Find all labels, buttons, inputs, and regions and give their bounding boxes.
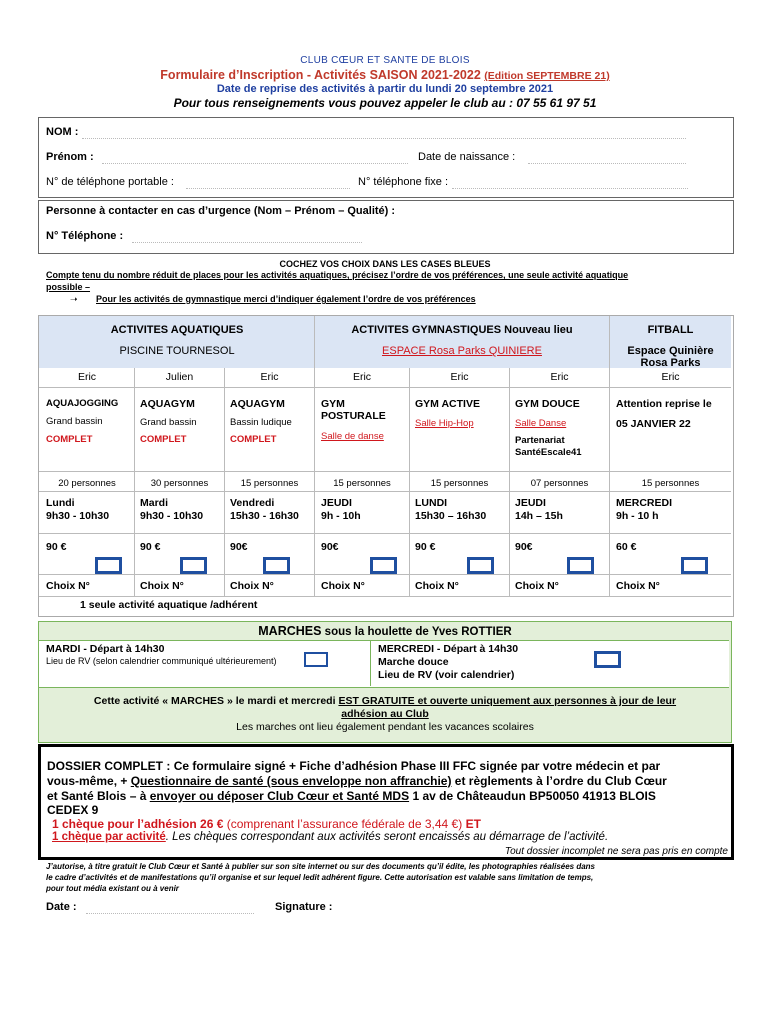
dossier-line-3 [47, 789, 656, 803]
choice-label: Choix N° [46, 580, 90, 592]
activity-day: JEUDI [321, 497, 352, 509]
dossier-line-6 [52, 831, 608, 843]
activity-place: Grand bassin [140, 417, 197, 428]
row-divider [39, 491, 731, 492]
prenom-label: Prénom : [46, 151, 94, 163]
bullet-arrow-icon: ➝ [70, 294, 78, 304]
title-main: Formulaire d’Inscription - Activités SAISON 2021-2022 [160, 68, 481, 82]
coach: Eric [260, 371, 279, 383]
choice-label: Choix N° [321, 580, 365, 592]
adhesion-et: ET [465, 817, 481, 831]
marches-mardi-checkbox[interactable] [304, 652, 328, 667]
marches-info-a: Cette activité « MARCHES » le mardi et mercredi [93, 695, 336, 707]
choice-checkbox[interactable] [263, 557, 290, 574]
reprise-date: Date de reprise des activités à partir du lundi 20 septembre 2021 [216, 83, 554, 95]
marches-info-3: Les marches ont lieu également pendant les vacances scolaires [236, 721, 534, 733]
activity-day: Mardi [140, 497, 169, 509]
activity-day: MERCREDI [616, 497, 673, 509]
capacity: 15 personnes [333, 478, 391, 489]
capacity: 30 personnes [150, 478, 209, 489]
emergency-person-label: Personne à contacter en cas d’urgence (Nom – Prénom – Qualité) : [46, 205, 396, 217]
choice-label: Choix N° [616, 580, 660, 592]
landline-field[interactable] [452, 188, 688, 189]
fitball-place-2: Rosa Parks [640, 357, 701, 369]
club-name: CLUB CŒUR ET SANTE DE BLOIS [300, 55, 470, 66]
dossier-text-3a: et Santé Blois – à [47, 789, 147, 803]
club-contact: Pour tous renseignements vous pouvez appeler le club au : 07 55 61 97 51 [173, 96, 597, 110]
status-badge: COMPLET [140, 434, 187, 445]
fitball-reprise-note: Attention reprise le [616, 398, 712, 410]
marches-title-bold: MARCHES [258, 624, 322, 638]
activity-time: 14h – 15h [515, 510, 563, 522]
choice-label: Choix N° [515, 580, 559, 592]
birthdate-field[interactable] [528, 163, 686, 164]
activity-place: Grand bassin [46, 416, 103, 427]
activity-time: 9h30 - 10h30 [140, 510, 204, 522]
capacity: 15 personnes [240, 478, 299, 489]
marches-mercredi-checkbox[interactable] [594, 651, 621, 668]
fitball-header: FITBALL [647, 324, 694, 336]
marches-title-rest: sous la houlette de Yves ROTTIER [324, 626, 512, 638]
signature-label: Signature : [275, 901, 333, 913]
activity-price: 60 € [616, 541, 637, 553]
dossier-text-2a: vous-même, + [47, 774, 128, 788]
activity-place: Salle Hip-Hop [415, 418, 474, 429]
dossier-address-label: envoyer ou déposer Club Cœur et Santé MDS [149, 789, 410, 803]
choice-label: Choix N° [415, 580, 459, 592]
cochez-instruction: COCHEZ VOS CHOIX DANS LES CASES BLEUES [279, 259, 491, 269]
activity-day: Vendredi [230, 497, 275, 509]
activity-place: Salle Danse [515, 418, 567, 429]
form-title [0, 68, 770, 82]
activity-time: 15h30 – 16h30 [415, 510, 487, 522]
col-divider [314, 316, 315, 596]
activity-price: 90 € [46, 541, 67, 553]
aqua-instruction-1: Compte tenu du nombre réduit de places pour les activités aquatiques, [46, 270, 350, 280]
emergency-phone-field[interactable] [132, 242, 362, 243]
row-divider [39, 471, 731, 472]
coach: Eric [352, 371, 372, 383]
dossier-title: DOSSIER COMPLET [47, 759, 164, 773]
coach: Eric [550, 371, 569, 383]
dossier-text-2c: et règlements à l’ordre du Club Cœur [454, 774, 667, 788]
activity-name-2: POSTURALE [321, 410, 386, 422]
dossier-line-1 [47, 759, 660, 773]
partner-line-1: Partenariat [515, 435, 565, 446]
aqua-instruction-3: possible – [46, 282, 91, 292]
marches-info-1 [38, 695, 732, 707]
marches-mardi-sub: Lieu de RV (selon calendrier communiqué ultérieurement) [46, 656, 277, 666]
activity-price: 90 € [415, 541, 436, 553]
choice-label: Choix N° [140, 580, 184, 592]
aqua-place: PISCINE TOURNESOL [119, 345, 235, 357]
photo-authorization-3: pour tout média existant ou à venir [46, 884, 179, 893]
activity-name: GYM [321, 398, 345, 410]
fitball-place-1: Espace Quinière [627, 345, 714, 357]
capacity: 07 personnes [530, 478, 589, 489]
dossier-line-2 [47, 774, 667, 788]
capacity: 15 personnes [430, 478, 489, 489]
choice-checkbox[interactable] [567, 557, 594, 574]
birthdate-label: Date de naissance : [418, 151, 516, 163]
dossier-incomplete-note: Tout dossier incomplet ne sera pas pris en compte [504, 846, 728, 857]
activity-time: 9h - 10 h [616, 510, 659, 522]
choice-checkbox[interactable] [467, 557, 494, 574]
activity-cheque-note: . Les chèques correspondant aux activités seront encaissés au démarrage de l’activité. [165, 831, 609, 843]
adhesion-cheque: 1 chèque pour l’adhésion 26 € [52, 817, 224, 831]
row-divider [39, 533, 731, 534]
dossier-questionnaire: Questionnaire de santé (sous enveloppe non affranchie) [130, 774, 452, 788]
photo-authorization-2: le cadre d’activités et de manifestations qu’il organise et sur lequel ledit adhérent figure. Cette autorisation est valable sans limitation de temps, [46, 873, 594, 882]
fitball-reprise-date: 05 JANVIER 22 [616, 418, 691, 430]
gym-place: ESPACE Rosa Parks QUINIERE [382, 345, 542, 357]
activity-price: 90€ [515, 541, 533, 553]
activity-place: Bassin ludique [230, 417, 292, 428]
marches-info-2: adhésion au Club [341, 708, 429, 720]
activity-price: 90€ [230, 541, 248, 553]
marches-info-b: EST GRATUITE et ouverte uniquement aux personnes à jour de leur [338, 695, 677, 707]
activity-name: GYM DOUCE [515, 398, 580, 410]
activity-time: 9h - 10h [321, 510, 361, 522]
title-edition: (Edition SEPTEMBRE 21) [484, 70, 610, 82]
status-badge: COMPLET [46, 434, 93, 445]
aqua-header: ACTIVITES AQUATIQUES [110, 324, 244, 336]
dossier-cedex: CEDEX 9 [47, 803, 99, 817]
choice-checkbox[interactable] [370, 557, 397, 574]
marches-mercredi-sub1: Marche douce [378, 656, 449, 668]
activity-time: 9h30 - 10h30 [46, 510, 110, 522]
capacity: 20 personnes [58, 478, 116, 489]
partner-line-2: SantéEscale41 [515, 447, 582, 458]
activity-name: AQUAGYM [140, 398, 195, 410]
activity-day: Lundi [46, 497, 75, 509]
aqua-instruction [46, 270, 736, 280]
emergency-phone-label: N° Téléphone : [46, 230, 124, 242]
coach: Eric [450, 371, 469, 383]
activity-price: 90 € [140, 541, 161, 553]
status-badge: COMPLET [230, 434, 277, 445]
coach: Eric [77, 371, 97, 383]
row-divider [39, 574, 731, 575]
aqua-limit-note: 1 seule activité aquatique /adhérent [80, 599, 258, 611]
activity-day: LUNDI [415, 497, 448, 509]
photo-authorization-1: J’autorise, à titre gratuit le Club Cœur et Santé à publier sur son site internet ou sur des documents qu’il édite, les photographies réalisées dans [46, 862, 596, 871]
dossier-line-5 [52, 817, 481, 831]
coach: Julien [165, 371, 194, 383]
col-divider [609, 316, 610, 596]
choice-checkbox[interactable] [95, 557, 122, 574]
activity-name: AQUAGYM [230, 398, 285, 410]
capacity: 15 personnes [641, 478, 700, 489]
row-divider [39, 387, 731, 388]
choice-checkbox[interactable] [180, 557, 207, 574]
marches-title [38, 624, 732, 638]
marches-divider [370, 640, 371, 686]
landline-label: N° téléphone fixe : [358, 176, 449, 188]
activity-price: 90€ [321, 541, 339, 553]
row-divider [39, 596, 731, 597]
activity-name: GYM ACTIVE [415, 398, 480, 410]
mobile-field[interactable] [186, 188, 350, 189]
coach: Eric [661, 371, 680, 383]
choice-label: Choix N° [230, 580, 274, 592]
activity-day: JEUDI [515, 497, 546, 509]
adhesion-cheque-note: (comprenant l’assurance fédérale de 3,44 €) [226, 817, 463, 831]
gym-instruction: Pour les activités de gymnastique merci d’indiquer également l’ordre de vos préférences [96, 294, 476, 304]
activity-place: Salle de danse [321, 431, 384, 442]
marches-mercredi-title: MERCREDI - Départ à 14h30 [378, 643, 519, 655]
aqua-instruction-2: précisez l’ordre de vos préférences, une seule activité aquatique [352, 270, 629, 280]
marches-mercredi-sub2: Lieu de RV (voir calendrier) [378, 669, 515, 681]
dossier-text-1: : Ce formulaire signé + Fiche d’adhésion Phase III FFC signée par votre médecin et par [166, 759, 661, 773]
marches-mardi-title: MARDI - Départ à 14h30 [46, 643, 165, 655]
dossier-address: 1 av de Châteaudun BP50050 41913 BLOIS [412, 789, 656, 803]
nom-label: NOM : [46, 126, 79, 138]
mobile-label: N° de téléphone portable : [46, 176, 174, 188]
date-field[interactable] [86, 913, 254, 914]
nom-field[interactable] [82, 138, 686, 139]
prenom-field[interactable] [102, 163, 408, 164]
gym-header: ACTIVITES GYMNASTIQUES Nouveau lieu [351, 324, 573, 336]
activity-cheque: 1 chèque par activité [52, 831, 166, 843]
date-label: Date : [46, 901, 77, 913]
activity-name: AQUAJOGGING [46, 398, 119, 409]
activity-time: 15h30 - 16h30 [230, 510, 299, 522]
choice-checkbox[interactable] [681, 557, 708, 574]
